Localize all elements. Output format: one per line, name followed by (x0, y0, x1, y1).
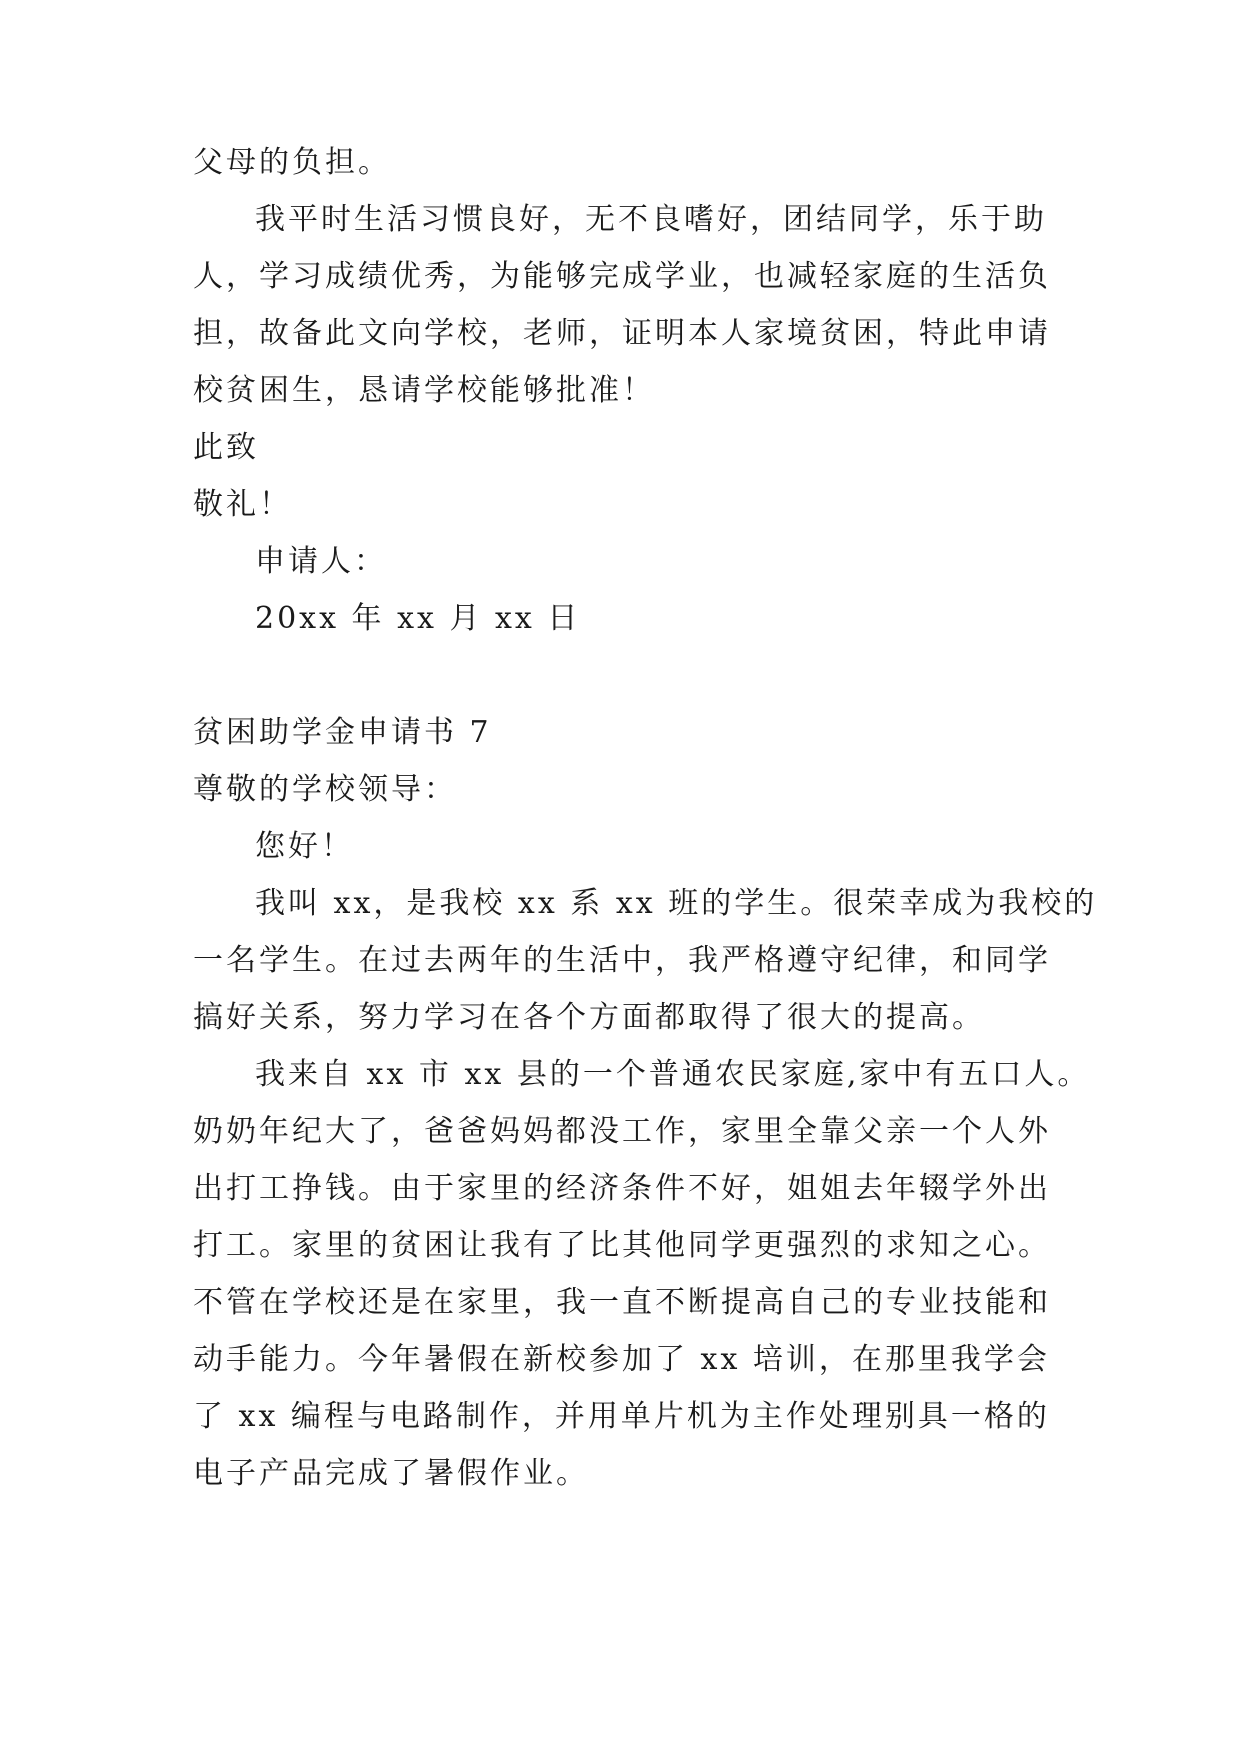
paragraph-line: 出打工挣钱。由于家里的经济条件不好，姐姐去年辍学外出 (193, 1171, 1051, 1206)
greeting: 您好！ (255, 829, 354, 864)
paragraph-line: 电子产品完成了暑假作业。 (193, 1456, 589, 1491)
paragraph-line: 担，故备此文向学校，老师，证明本人家境贫困，特此申请 (193, 316, 1051, 351)
paragraph-line: 打工。家里的贫困让我有了比其他同学更强烈的求知之心。 (193, 1228, 1051, 1263)
section-title: 贫困助学金申请书 7 (193, 715, 492, 750)
paragraph-line: 不管在学校还是在家里，我一直不断提高自己的专业技能和 (193, 1285, 1051, 1320)
applicant-label: 申请人： (255, 544, 387, 579)
paragraph-line: 我叫 xx，是我校 xx 系 xx 班的学生。很荣幸成为我校的 (255, 886, 1098, 921)
paragraph-line: 我来自 xx 市 xx 县的一个普通农民家庭,家中有五口人。 (255, 1057, 1091, 1092)
paragraph-line: 一名学生。在过去两年的生活中，我严格遵守纪律，和同学 (193, 943, 1051, 978)
salutation: 尊敬的学校领导： (193, 772, 457, 807)
date-line: 20xx 年 xx 月 xx 日 (255, 601, 581, 636)
closing-line: 敬礼！ (193, 487, 292, 522)
text-line: 父母的负担。 (193, 145, 391, 180)
paragraph-line: 奶奶年纪大了，爸爸妈妈都没工作，家里全靠父亲一个人外 (193, 1114, 1051, 1149)
paragraph-line: 搞好关系，努力学习在各个方面都取得了很大的提高。 (193, 1000, 985, 1035)
paragraph-line: 我平时生活习惯良好，无不良嗜好，团结同学，乐于助 (255, 202, 1047, 237)
paragraph-line: 校贫困生，恳请学校能够批准！ (193, 373, 655, 408)
closing-line: 此致 (193, 430, 259, 465)
paragraph-line: 了 xx 编程与电路制作，并用单片机为主作处理别具一格的 (193, 1399, 1050, 1434)
paragraph-line: 动手能力。今年暑假在新校参加了 xx 培训，在那里我学会 (193, 1342, 1050, 1377)
paragraph-line: 人，学习成绩优秀，为能够完成学业，也减轻家庭的生活负 (193, 259, 1051, 294)
